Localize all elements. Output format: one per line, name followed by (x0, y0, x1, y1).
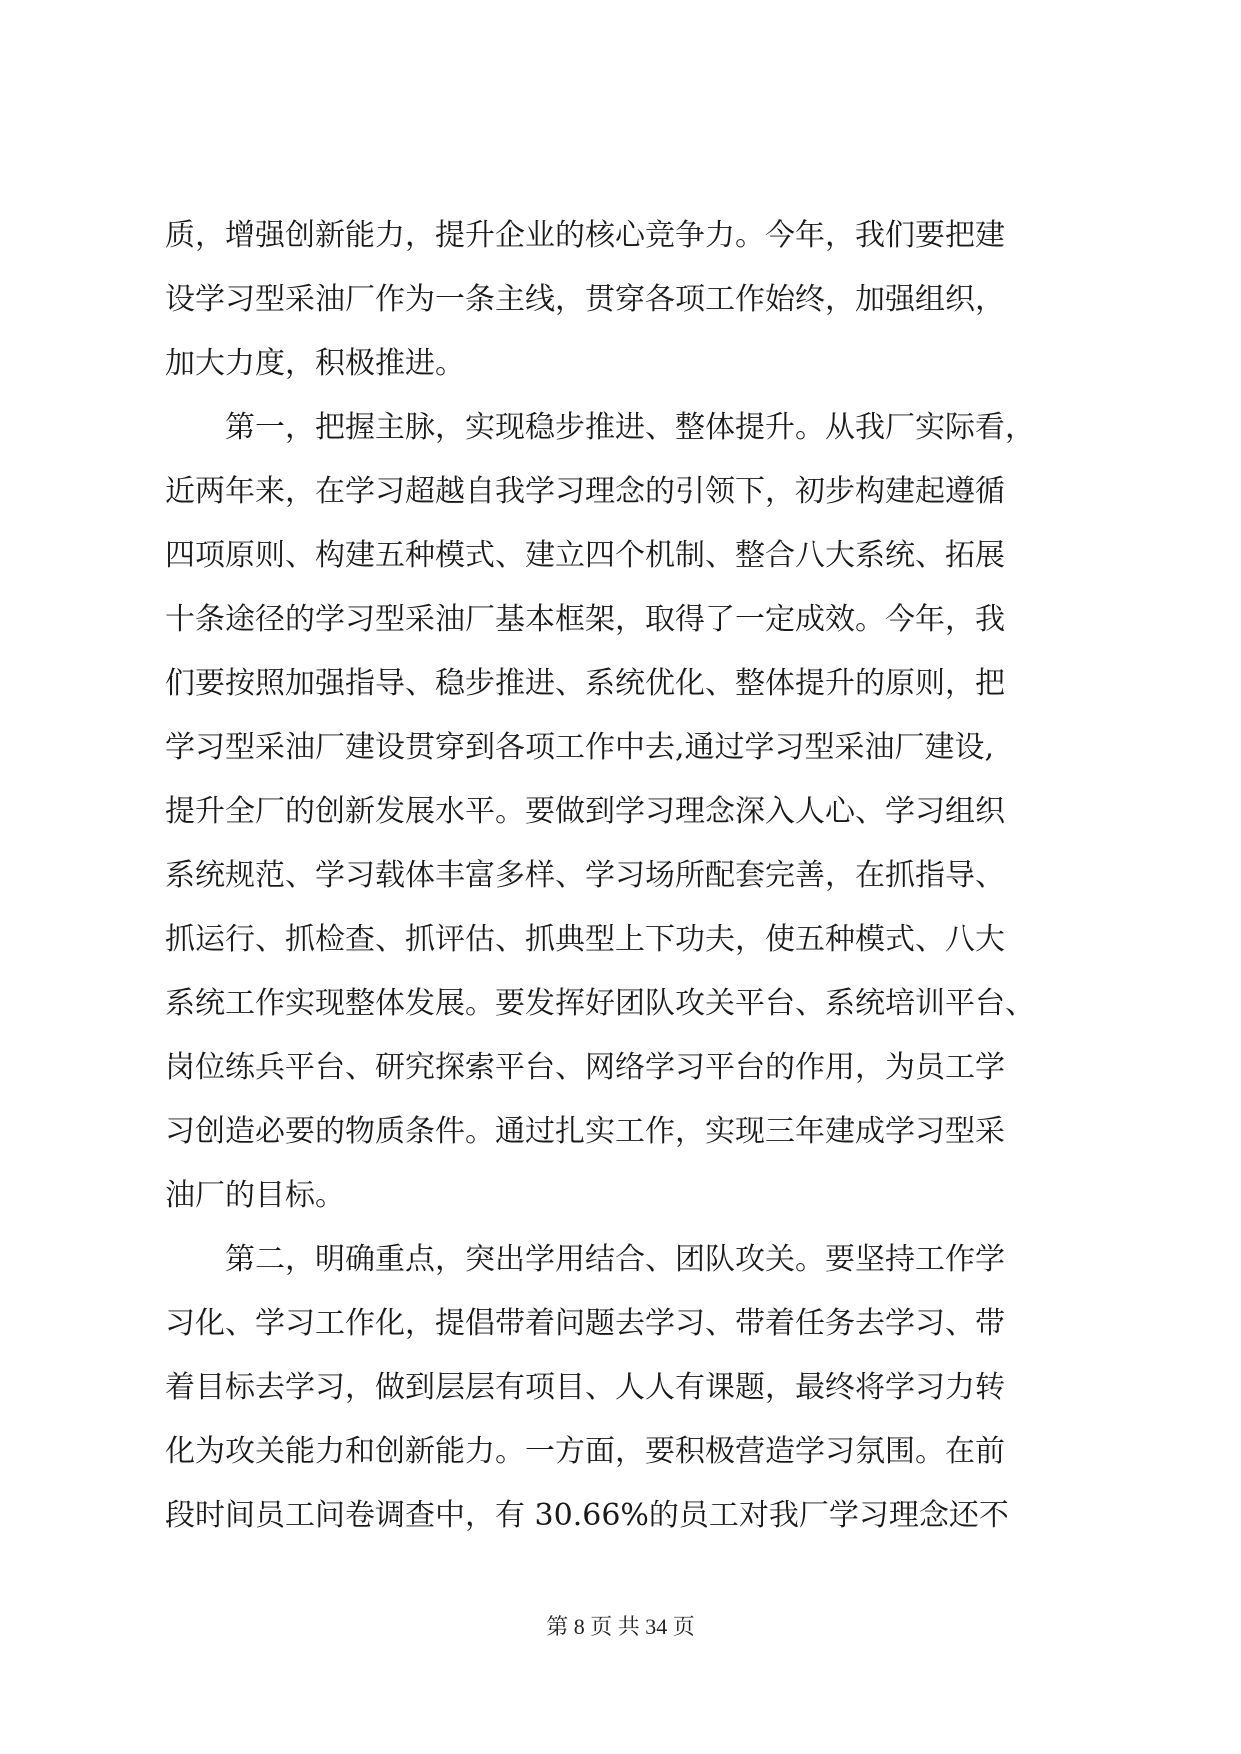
text-line: 习化、学习工作化，提倡带着问题去学习、带着任务去学习、带 (165, 1306, 1005, 1341)
text-line: 四项原则、构建五种模式、建立四个机制、整合八大系统、拓展 (165, 538, 1005, 573)
text-line: 加大力度，积极推进。 (165, 346, 465, 381)
text-line: 化为攻关能力和创新能力。一方面，要积极营造学习氛围。在前 (165, 1434, 1005, 1469)
text-line: 设学习型采油厂作为一条主线，贯穿各项工作始终，加强组织， (165, 282, 1005, 317)
text-line: 抓运行、抓检查、抓评估、抓典型上下功夫，使五种模式、八大 (165, 922, 1005, 957)
body-text (165, 204, 1085, 1548)
text-line: 十条途径的学习型采油厂基本框架，取得了一定成效。今年，我 (165, 602, 1005, 637)
page-number-footer: 第 8 页 共 34 页 (546, 1614, 695, 1639)
text-line: 们要按照加强指导、稳步推进、系统优化、整体提升的原则，把 (165, 666, 1005, 701)
text-line: 质，增强创新能力，提升企业的核心竞争力。今年，我们要把建 (165, 218, 1005, 253)
text-line: 习创造必要的物质条件。通过扎实工作，实现三年建成学习型采 (165, 1114, 1005, 1149)
text-line: 系统工作实现整体发展。要发挥好团队攻关平台、系统培训平台、 (165, 986, 1035, 1021)
text-line: 提升全厂的创新发展水平。要做到学习理念深入人心、学习组织 (165, 794, 1005, 829)
text-line: 油厂的目标。 (165, 1178, 345, 1213)
text-line: 着目标去学习，做到层层有项目、人人有课题，最终将学习力转 (165, 1370, 1005, 1405)
text-line: 第一，把握主脉，实现稳步推进、整体提升。从我厂实际看， (165, 410, 1035, 445)
text-line: 岗位练兵平台、研究探索平台、网络学习平台的作用，为员工学 (165, 1050, 1005, 1085)
text-line: 系统规范、学习载体丰富多样、学习场所配套完善，在抓指导、 (165, 858, 1005, 893)
text-line: 段时间员工问卷调查中，有 30.66%的员工对我厂学习理念还不 (165, 1498, 1009, 1533)
text-line: 近两年来，在学习超越自我学习理念的引领下，初步构建起遵循 (165, 474, 1005, 509)
text-line: 学习型采油厂建设贯穿到各项工作中去,通过学习型采油厂建设, (165, 730, 995, 765)
text-line: 第二，明确重点，突出学用结合、团队攻关。要坚持工作学 (165, 1242, 1005, 1277)
